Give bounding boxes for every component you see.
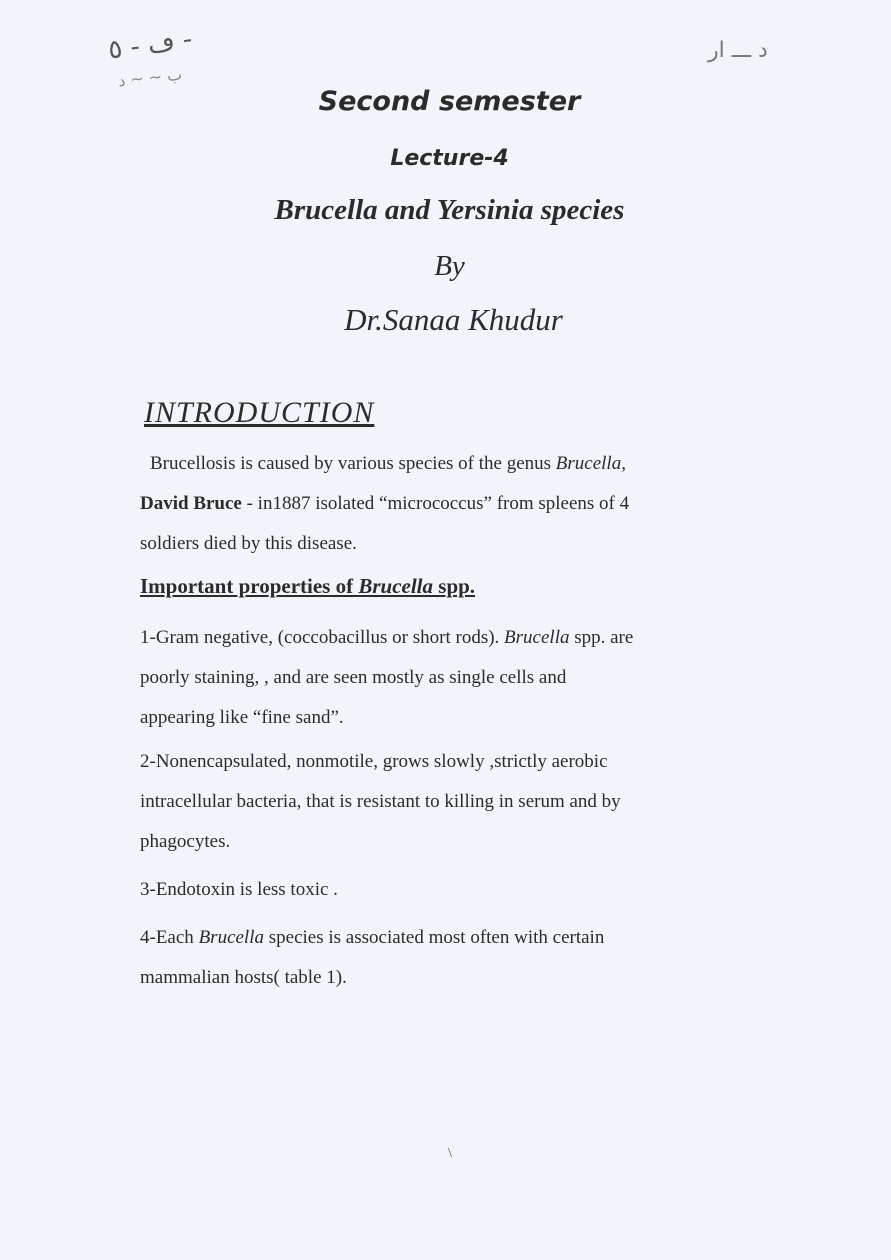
properties-heading-text: Important properties of — [140, 574, 359, 598]
property-4-line-1 — [140, 918, 700, 958]
property-3-line-1: 3-Endotoxin is less toxic . — [140, 879, 338, 900]
intro-david-bruce: David Bruce — [140, 493, 242, 514]
by-label: By — [434, 250, 465, 282]
property-2 — [140, 742, 700, 862]
property-1-text-a: 1-Gram negative, (coccobacillus or short rods). — [140, 627, 505, 648]
footer-mark: \ — [448, 1146, 452, 1161]
property-1-text-b: spp. are — [569, 627, 634, 648]
property-1-line-1 — [140, 618, 700, 658]
intro-line-1 — [140, 444, 700, 484]
property-3 — [140, 870, 700, 910]
property-4 — [140, 918, 700, 998]
handwritten-note-top-right: د ـــ ار — [708, 38, 768, 63]
property-2-line-3: phagocytes. — [140, 831, 231, 852]
properties-heading-spp: spp. — [433, 574, 476, 598]
author-name: Dr.Sanaa Khudur — [344, 302, 563, 337]
semester-heading: Second semester — [318, 86, 581, 117]
property-2-line-2: intracellular bacteria, that is resistant to killing in serum and by — [140, 791, 621, 812]
properties-heading-genus: Brucella — [358, 574, 434, 598]
property-4-text-a: 4-Each — [140, 927, 199, 948]
intro-line-1-text: Brucellosis is caused by various species of the genus — [150, 453, 556, 474]
property-2-line-1: 2-Nonencapsulated, nonmotile, grows slowly ,strictly aerobic — [140, 751, 608, 772]
handwritten-note-top-left-2: ب ~ ~ د — [117, 64, 184, 91]
intro-line-1-genus: Brucella, — [555, 453, 626, 474]
introduction-heading: INTRODUCTION — [144, 396, 375, 429]
property-1 — [140, 618, 700, 738]
property-4-text-b: species is associated most often with certain — [264, 927, 605, 948]
property-1-line-2: poorly staining, , and are seen mostly as single cells and — [140, 667, 567, 688]
property-1-genus: Brucella — [504, 627, 570, 648]
intro-line-2-text: - in1887 isolated “micrococcus” from spleens of 4 — [241, 493, 630, 514]
lecture-title: Brucella and Yersinia species — [274, 194, 625, 226]
intro-line-2 — [140, 484, 700, 524]
property-4-genus: Brucella — [198, 927, 264, 948]
property-4-line-2: mammalian hosts( table 1). — [140, 967, 347, 988]
introduction-paragraph — [140, 444, 700, 564]
lecture-number: Lecture-4 — [390, 146, 509, 171]
intro-line-3: soldiers died by this disease. — [140, 533, 357, 554]
handwritten-note-top-left: ڡ - ٥ - — [106, 24, 195, 66]
property-1-line-3: appearing like “fine sand”. — [140, 707, 344, 728]
properties-heading — [140, 574, 475, 599]
